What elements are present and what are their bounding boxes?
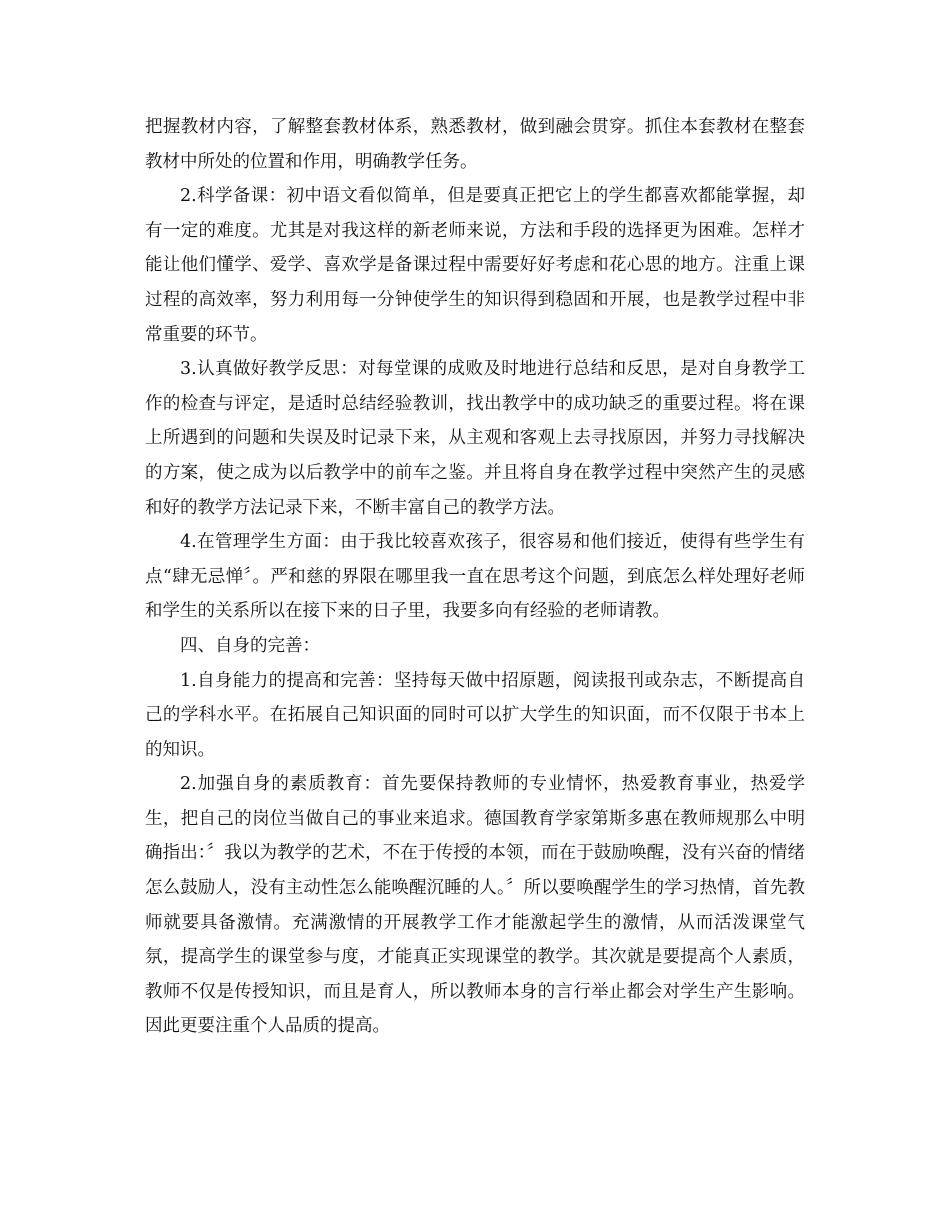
section-heading-self-improvement: 四、自身的完善：	[180, 635, 320, 656]
paragraph-reflection: 3.认真做好教学反思：对每堂课的成败及时地进行总结和反思，是对自身教学工作的检查与评定，是适时总结经验教训，找出教学中的成功缺乏的重要过程。将在课上所遇到的问题和失误及时记录下来，从主观和客观上去寻找原因，并努力寻找解决的方案，使之成为以后教学中的前车之鉴。并且将自身在教学过程中突然产生的灵感和好的教学方法记录下来，不断丰富自己的教学方法。	[145, 359, 805, 518]
paragraph-continued: 把握教材内容，了解整套教材体系，熟悉教材，做到融会贯穿。抓住本套教材在整套教材中所处的位置和作用，明确教学任务。	[145, 117, 805, 172]
paragraph-ability: 1.自身能力的提高和完善：坚持每天做中招原题，阅读报刊或杂志，不断提高自己的学科水平。在拓展自己知识面的同时可以扩大学生的知识面，而不仅限于书本上的知识。	[145, 670, 805, 760]
paragraph-student-management: 4.在管理学生方面：由于我比较喜欢孩子，很容易和他们接近，使得有些学生有点“肆无忌惮〞。严和慈的界限在哪里我一直在思考这个问题，到底怎么样处理好老师和学生的关系所以在接下来的日子里，我要多向有经验的老师请教。	[145, 532, 805, 622]
paragraph-lesson-prep: 2.科学备课：初中语文看似简单，但是要真正把它上的学生都喜欢都能掌握，却有一定的难度。尤其是对我这样的新老师来说，方法和手段的选择更为困难。怎样才能让他们懂学、爱学、喜欢学是备课过程中需要好好考虑和花心思的地方。注重上课过程的高效率，努力利用每一分钟使学生的知识得到稳固和开展，也是教学过程中非常重要的环节。	[145, 186, 805, 345]
document-page	[145, 110, 805, 1044]
paragraph-quality-education: 2.加强自身的素质教育：首先要保持教师的专业情怀，热爱教育事业，热爱学生，把自己的岗位当做自己的事业来追求。德国教育学家第斯多惠在教师规那么中明确指出：〞我以为教学的艺术，不在于传授的本领，而在于鼓励唤醒，没有兴奋的情绪怎么鼓励人，没有主动性怎么能唤醒沉睡的人。〞所以要唤醒学生的学习热情，首先教师就要具备激情。充满激情的开展教学工作才能激起学生的激情，从而活泼课堂气氛，提高学生的课堂参与度，才能真正实现课堂的教学。其次就是要提高个人素质，教师不仅是传授知识，而且是育人，所以教师本身的言行举止都会对学生产生影响。因此更要注重个人品质的提高。	[145, 774, 805, 1037]
